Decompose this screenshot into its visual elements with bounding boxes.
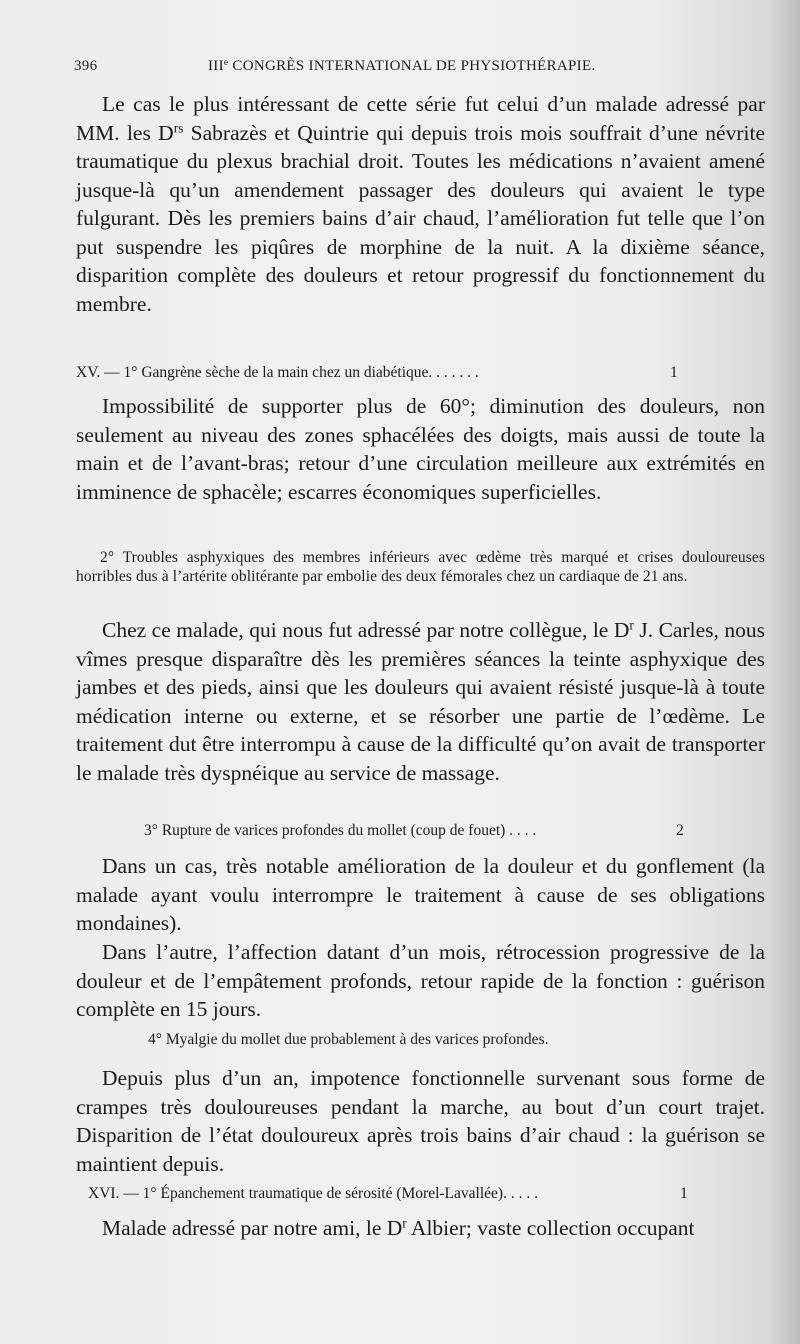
case-entry-xv xyxy=(76,364,678,382)
superscript: r xyxy=(629,617,634,633)
paragraph-text: Malade adressé par notre ami, le D xyxy=(102,1216,403,1240)
running-title-sup: e xyxy=(223,57,229,68)
paragraph-text: Albier; vaste collection occupant xyxy=(406,1216,695,1240)
case-entry-title: 4° Myalgie du mollet due probablement à des varices profondes. xyxy=(148,1031,549,1048)
case-entry-3-varices xyxy=(144,822,684,840)
paragraph-varices-case-2: Dans l’autre, l’affection datant d’un mois, rétrocession progressive de la douleur et de l’empâtement profonds, retour rapide de la fonction : guérison complète en 15 jours. xyxy=(76,940,765,1021)
paragraph-myalgia-case: Depuis plus d’un an, impotence fonctionnelle survenant sous forme de crampes très douloureuses pendant la marche, au bout d’un court trajet. Disparition de l’état douloureux après trois bains d’air chaud : la guérison se maintient depuis. xyxy=(76,1066,765,1176)
running-title xyxy=(208,58,596,75)
paragraph-effusion-case xyxy=(76,1214,765,1243)
superscript: r xyxy=(402,1215,407,1231)
case-entry-2-asphyxia: 2° Troubles asphyxiques des membres inférieurs avec œdème très marqué et crises douloureuses horribles dus à l’artérite oblitérante par embolie des deux fémorales chez un cardiaque de 21 ans. xyxy=(76,549,765,585)
page-number: 396 xyxy=(74,58,98,74)
paragraph-varices-case-1: Dans un cas, très notable amélioration de la douleur et du gonflement (la malade ayant voulu interrompre le traitement à cause de ses obligations mondaines). xyxy=(76,854,765,935)
paragraph-text: Sabrazès et Quintrie qui depuis trois mois souffrait d’une névrite traumatique du plexus brachial droit. Toutes les médications n’avaient amené jusque-là qu’un amendement passager des douleurs qui avaient le type fulgurant. Dès les premiers bains d’air chaud, l’amélioration fut telle que l’on put suspendre les piqûres de morphine de la nuit. A la dixième séance, disparition complète des douleurs et retour progressif du fonctionnement du membre. xyxy=(76,120,765,316)
paragraph-asphyxia-case xyxy=(76,616,765,787)
case-entry-count: 1 xyxy=(680,1185,688,1202)
running-title-text: CONGRÈS INTERNATIONAL DE PHYSIOTHÉRAPIE. xyxy=(232,58,596,74)
paragraph-text: Le cas le plus intéressant de cette série fut celui d’un malade adressé par MM. les D xyxy=(76,92,765,145)
case-entry-count: 1 xyxy=(670,364,678,381)
case-entry-title: 3° Rupture de varices profondes du mollet (coup de fouet) . . . . xyxy=(144,822,537,839)
paragraph-neuritis-case xyxy=(76,90,765,318)
case-entry-xvi xyxy=(88,1185,688,1203)
paragraph-text: Chez ce malade, qui nous fut adressé par notre collègue, le D xyxy=(102,618,630,642)
paragraph-gangrene: Impossibilité de supporter plus de 60°; diminution des douleurs, non seulement au niveau des zones sphacélées des doigts, mais aussi de toute la main et de l’avant-bras; retour d’une circulation meilleure aux extrémités en imminence de sphacèle; escarres économiques superficielles. xyxy=(76,394,765,504)
superscript: rs xyxy=(173,120,184,136)
case-entry-title: XV. — 1° Gangrène sèche de la main chez un diabétique. . . . . . . xyxy=(76,364,479,381)
paragraph-text: J. Carles, nous vîmes presque disparaître dès les premières séances la teinte asphyxique des jambes et des pieds, ainsi que les douleurs qui avaient résisté jusque-là à toute médication interne ou externe, et se résorber une partie de l’œdème. Le traitement dut être interrompu à cause de la difficulté qu’on avait de transporter le malade très dyspnéique au service de massage. xyxy=(76,618,765,785)
case-entry-count: 2 xyxy=(676,822,684,839)
case-entry-4-myalgia xyxy=(148,1031,548,1049)
case-entry-title: XVI. — 1° Épanchement traumatique de sérosité (Morel-Lavallée). . . . . xyxy=(88,1185,538,1202)
running-title-prefix: III xyxy=(208,58,224,74)
